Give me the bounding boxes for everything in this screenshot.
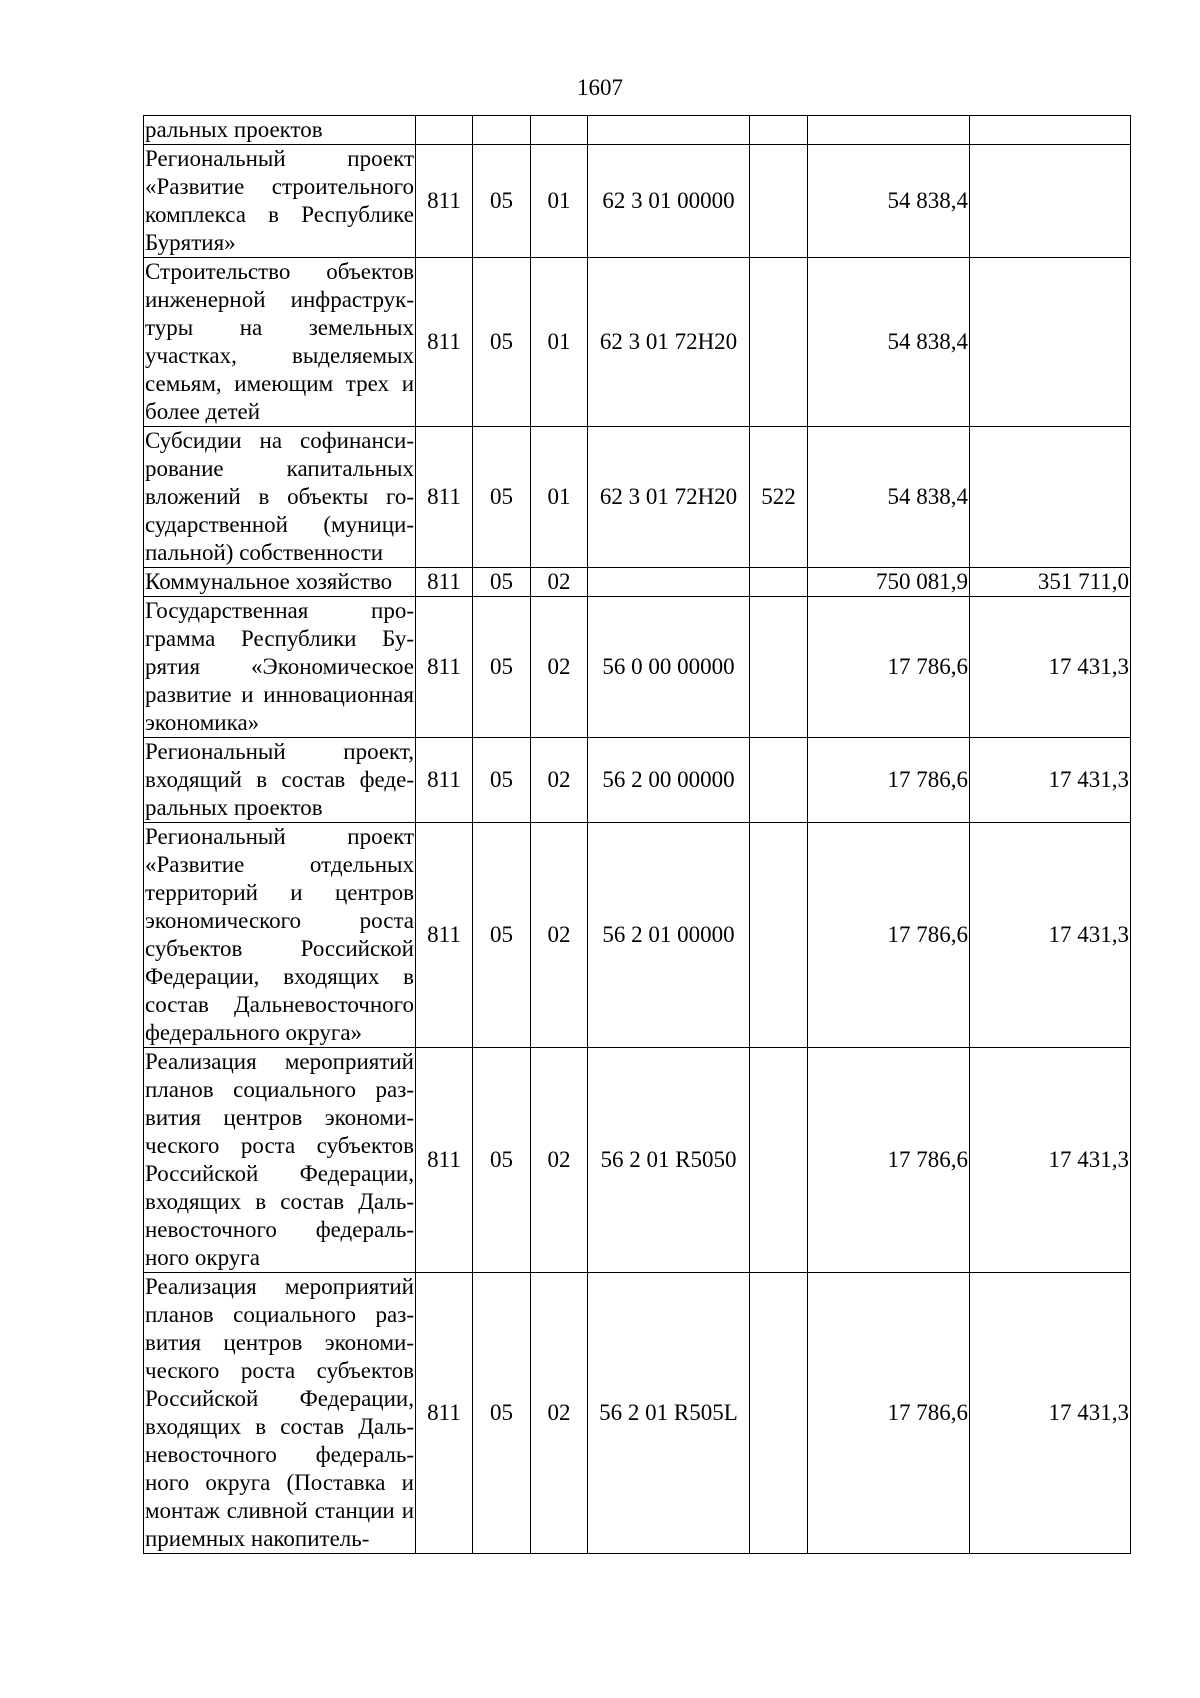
ministry-code: 811 bbox=[416, 1048, 473, 1273]
amount-first: 17 786,6 bbox=[808, 597, 970, 738]
amount-first: 54 838,4 bbox=[808, 258, 970, 427]
section-code: 05 bbox=[473, 568, 531, 597]
budget-table-body bbox=[144, 116, 1131, 1554]
amount-first: 17 786,6 bbox=[808, 738, 970, 823]
section-code bbox=[473, 116, 531, 145]
section-code: 05 bbox=[473, 738, 531, 823]
section-code: 05 bbox=[473, 427, 531, 568]
expense-type-code bbox=[750, 568, 808, 597]
amount-second: 17 431,3 bbox=[970, 597, 1131, 738]
target-article-code: 62 3 01 72Н20 bbox=[588, 258, 750, 427]
row-name: Коммунальное хозяйство bbox=[144, 568, 416, 597]
ministry-code: 811 bbox=[416, 823, 473, 1048]
target-article-code: 56 2 00 00000 bbox=[588, 738, 750, 823]
amount-first: 17 786,6 bbox=[808, 823, 970, 1048]
subsection-code: 01 bbox=[531, 145, 588, 258]
amount-first: 17 786,6 bbox=[808, 1273, 970, 1554]
section-code: 05 bbox=[473, 258, 531, 427]
expense-type-code bbox=[750, 258, 808, 427]
subsection-code: 01 bbox=[531, 427, 588, 568]
table-row bbox=[144, 258, 1131, 427]
row-name: Государственная программа Республики Бурятия «Экономическое развитие и инновационная экономика» bbox=[144, 597, 416, 738]
row-name: Субсидии на софинансирование капитальных вложений в объекты государственной (муниципальной) собственности bbox=[144, 427, 416, 568]
amount-second: 17 431,3 bbox=[970, 738, 1131, 823]
section-code: 05 bbox=[473, 1273, 531, 1554]
section-code: 05 bbox=[473, 1048, 531, 1273]
section-code: 05 bbox=[473, 823, 531, 1048]
budget-table bbox=[143, 115, 1131, 1554]
amount-first: 750 081,9 bbox=[808, 568, 970, 597]
subsection-code: 02 bbox=[531, 823, 588, 1048]
amount-first: 54 838,4 bbox=[808, 145, 970, 258]
table-row bbox=[144, 145, 1131, 258]
section-code: 05 bbox=[473, 145, 531, 258]
amount-second bbox=[970, 145, 1131, 258]
expense-type-code bbox=[750, 116, 808, 145]
page-number: 1607 bbox=[577, 75, 623, 100]
amount-second bbox=[970, 427, 1131, 568]
amount-second: 17 431,3 bbox=[970, 1273, 1131, 1554]
table-row bbox=[144, 1273, 1131, 1554]
amount-second: 351 711,0 bbox=[970, 568, 1131, 597]
expense-type-code: 522 bbox=[750, 427, 808, 568]
row-name: Региональный проект «Развитие отдельных территорий и центров экономического роста субъектов Российской Федерации, входящих в состав Дальневосточного федерального округа» bbox=[144, 823, 416, 1048]
expense-type-code bbox=[750, 145, 808, 258]
row-name: Строительство объектов инженерной инфраструктуры на земельных участках, выделяемых семьям, имеющим трех и более детей bbox=[144, 258, 416, 427]
subsection-code: 02 bbox=[531, 1048, 588, 1273]
table-row bbox=[144, 597, 1131, 738]
target-article-code: 56 0 00 00000 bbox=[588, 597, 750, 738]
table-row bbox=[144, 823, 1131, 1048]
table-row bbox=[144, 116, 1131, 145]
target-article-code: 62 3 01 00000 bbox=[588, 145, 750, 258]
table-row bbox=[144, 427, 1131, 568]
target-article-code: 56 2 01 R505L bbox=[588, 1273, 750, 1554]
row-name: Региональный проект, входящий в состав федеральных проектов bbox=[144, 738, 416, 823]
amount-first: 54 838,4 bbox=[808, 427, 970, 568]
subsection-code: 02 bbox=[531, 597, 588, 738]
subsection-code: 01 bbox=[531, 258, 588, 427]
subsection-code: 02 bbox=[531, 738, 588, 823]
target-article-code: 62 3 01 72Н20 bbox=[588, 427, 750, 568]
expense-type-code bbox=[750, 823, 808, 1048]
section-code: 05 bbox=[473, 597, 531, 738]
expense-type-code bbox=[750, 597, 808, 738]
ministry-code: 811 bbox=[416, 738, 473, 823]
target-article-code bbox=[588, 116, 750, 145]
ministry-code: 811 bbox=[416, 568, 473, 597]
subsection-code bbox=[531, 116, 588, 145]
amount-first: 17 786,6 bbox=[808, 1048, 970, 1273]
row-name: Региональный проект «Развитие строительного комплекса в Республике Бурятия» bbox=[144, 145, 416, 258]
row-name: Реализация мероприятий планов социального развития центров экономического роста субъектов Российской Федерации, входящих в состав Дальневосточного федерального округа (Поставка и монтаж сливной станции и приемных накопитель- bbox=[144, 1273, 416, 1554]
amount-second: 17 431,3 bbox=[970, 1048, 1131, 1273]
ministry-code: 811 bbox=[416, 427, 473, 568]
target-article-code: 56 2 01 R5050 bbox=[588, 1048, 750, 1273]
ministry-code: 811 bbox=[416, 597, 473, 738]
target-article-code bbox=[588, 568, 750, 597]
ministry-code: 811 bbox=[416, 145, 473, 258]
amount-first bbox=[808, 116, 970, 145]
row-name: Реализация мероприятий планов социального развития центров экономического роста субъектов Российской Федерации, входящих в состав Дальневосточного федерального округа bbox=[144, 1048, 416, 1273]
ministry-code bbox=[416, 116, 473, 145]
subsection-code: 02 bbox=[531, 1273, 588, 1554]
ministry-code: 811 bbox=[416, 1273, 473, 1554]
table-row bbox=[144, 568, 1131, 597]
subsection-code: 02 bbox=[531, 568, 588, 597]
amount-second bbox=[970, 258, 1131, 427]
expense-type-code bbox=[750, 1048, 808, 1273]
ministry-code: 811 bbox=[416, 258, 473, 427]
table-row bbox=[144, 1048, 1131, 1273]
target-article-code: 56 2 01 00000 bbox=[588, 823, 750, 1048]
table-row bbox=[144, 738, 1131, 823]
expense-type-code bbox=[750, 738, 808, 823]
row-name: ральных проектов bbox=[144, 116, 416, 145]
amount-second: 17 431,3 bbox=[970, 823, 1131, 1048]
expense-type-code bbox=[750, 1273, 808, 1554]
amount-second bbox=[970, 116, 1131, 145]
